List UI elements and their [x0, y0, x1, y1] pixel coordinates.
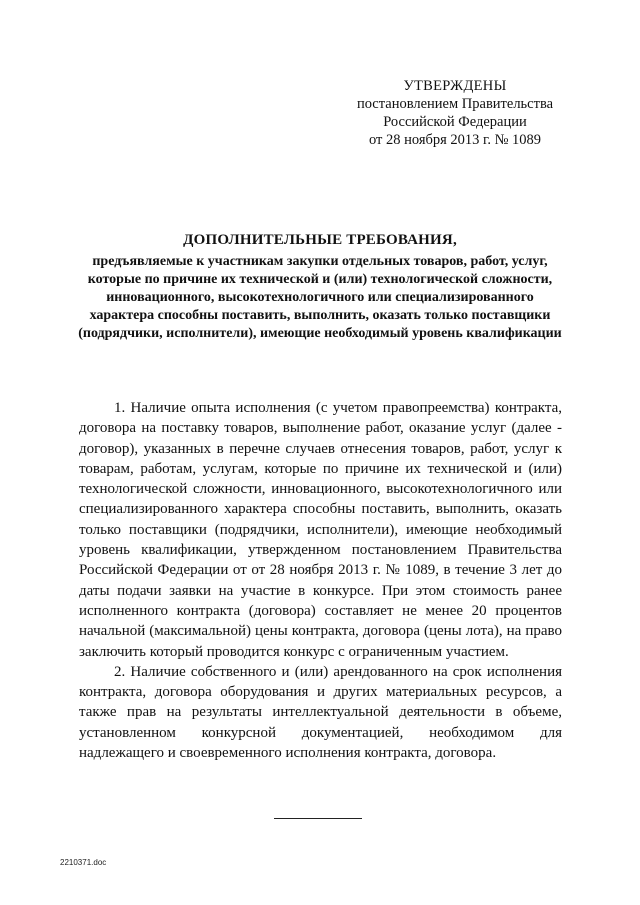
footer-file-name: 2210371.doc [60, 858, 107, 867]
separator-line [274, 818, 362, 819]
approval-line-2: Российской Федерации [383, 114, 527, 130]
requirement-paragraph-2: 2. Наличие собственного и (или) арендованного на срок исполнения контракта, договора оборудования и других материальных ресурсов, а также прав на результаты интеллектуальной деятельности в объеме, установленном конкурсной документацией, необходимом для надлежащего и своевременного исполнения контракта, договора. [79, 663, 562, 762]
approval-stamp [340, 77, 570, 149]
document-subtitle: предъявляемые к участникам закупки отдельных товаров, работ, услуг, которые по причине их технической и (или) технологической сложности, инновационного, высокотехнологичного или специализированного характера способны поставить, выполнить, оказать только поставщики (подрядчики, исполнители), имеющие необходимый уровень квалификации [78, 254, 562, 341]
requirement-paragraph-1: 1. Наличие опыта исполнения (с учетом правопреемства) контракта, договора на поставку товаров, выполнение работ, оказание услуг (далее - договор), указанных в перечне случаев отнесения товаров, работ, услуг к товарам, работам, услугам, которые по причине их технической и (или) технологической сложности, инновационного, высокотехнологичного или специализированного характера способны поставить, выполнить, оказать только поставщики (подрядчики, исполнители), имеющие необходимый уровень квалификации, утвержденном постановлением Правительства Российской Федерации от от 28 ноября 2013 г. № 1089, в течение 3 лет до даты подачи заявки на участие в конкурсе. При этом стоимость ранее исполненного контракта (договора) составляет не менее 20 процентов начальной (максимальной) цены контракта, договора (цены лота), на право заключить который проводится конкурс с ограниченным участием. [79, 400, 562, 660]
approval-title: УТВЕРЖДЕНЫ [403, 78, 507, 94]
document-body [79, 398, 562, 763]
approval-line-3: от 28 ноября 2013 г. № 1089 [368, 132, 542, 148]
approval-line-1: постановлением Правительства [356, 96, 554, 112]
document-title: ДОПОЛНИТЕЛЬНЫЕ ТРЕБОВАНИЯ, [183, 232, 457, 248]
